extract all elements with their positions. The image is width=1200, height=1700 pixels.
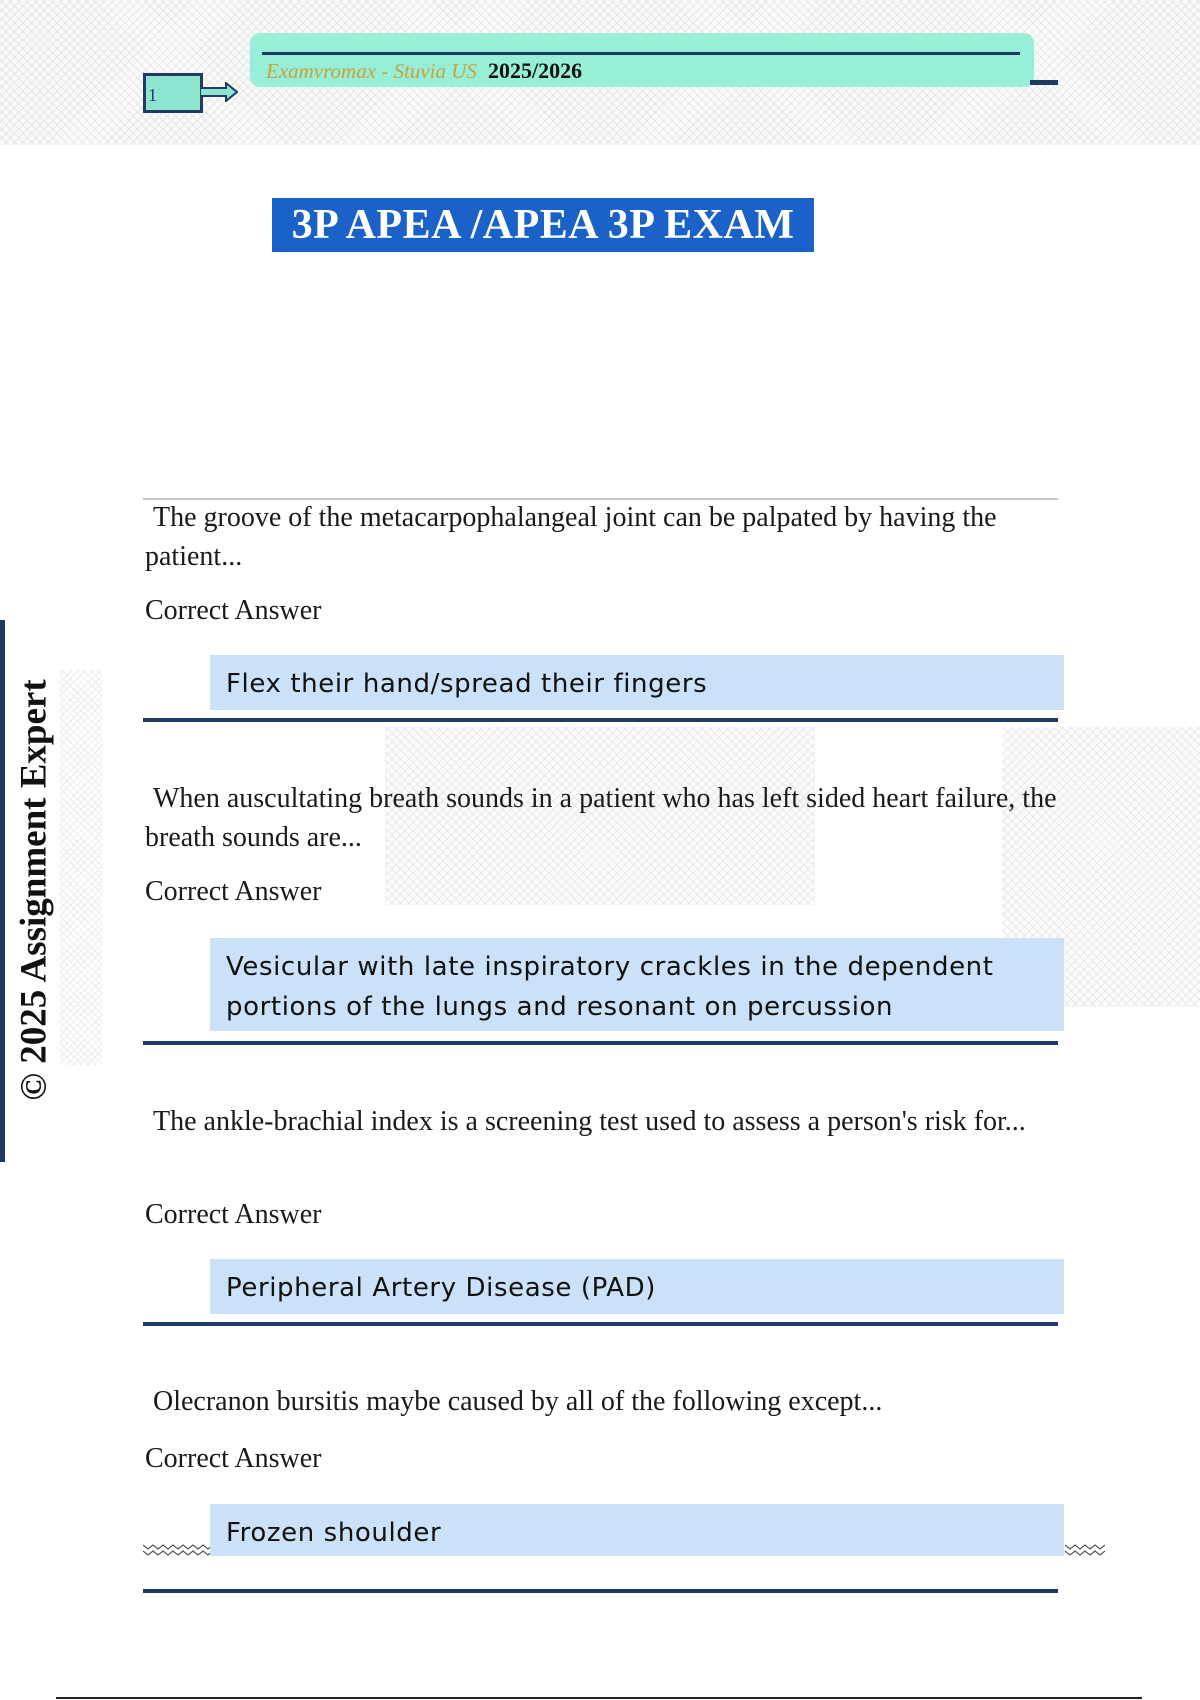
header-source: Examvromax - Stuvia US [266,59,477,83]
correct-answer-label: Correct Answer [145,595,322,626]
header-year: 2025/2026 [488,58,583,83]
footer-rule [56,1697,1142,1699]
correct-answer-label: Correct Answer [145,876,322,907]
question-text: The ankle-brachial index is a screening test used to assess a person's risk for... [153,1106,1026,1137]
document-title: 3P APEA /APEA 3P EXAM [272,198,814,252]
arrow-right-icon [200,82,238,102]
side-watermark-pattern [60,670,102,1065]
answer-box: Vesicular with late inspiratory crackles in the dependent portions of the lungs and resonant on percussion [210,938,1064,1031]
question-text: When auscultating breath sounds in a patient who has left sided heart failure, the breath sounds are... [145,783,1057,853]
question-text: Olecranon bursitis maybe caused by all of the following except... [153,1386,883,1417]
copyright-text: © 2025 Assignment Expert [13,679,55,1101]
section-divider [143,1322,1058,1326]
page-number: 1 [148,85,157,105]
question-text: The groove of the metacarpophalangeal joint can be palpated by having the patient... [145,502,997,572]
side-accent-bar [0,620,5,1162]
correct-answer-label: Correct Answer [145,1199,322,1230]
answer-box: Frozen shoulder [210,1504,1064,1556]
correct-answer-label: Correct Answer [145,1443,322,1474]
header-rule [262,52,1020,55]
answer-box: Flex their hand/spread their fingers [210,655,1064,710]
section-divider [143,1041,1058,1045]
section-divider [143,718,1058,722]
answer-box: Peripheral Artery Disease (PAD) [210,1259,1064,1314]
section-divider [143,1589,1058,1593]
page-number-tab [143,73,203,113]
header-rule-tail [1030,80,1058,85]
